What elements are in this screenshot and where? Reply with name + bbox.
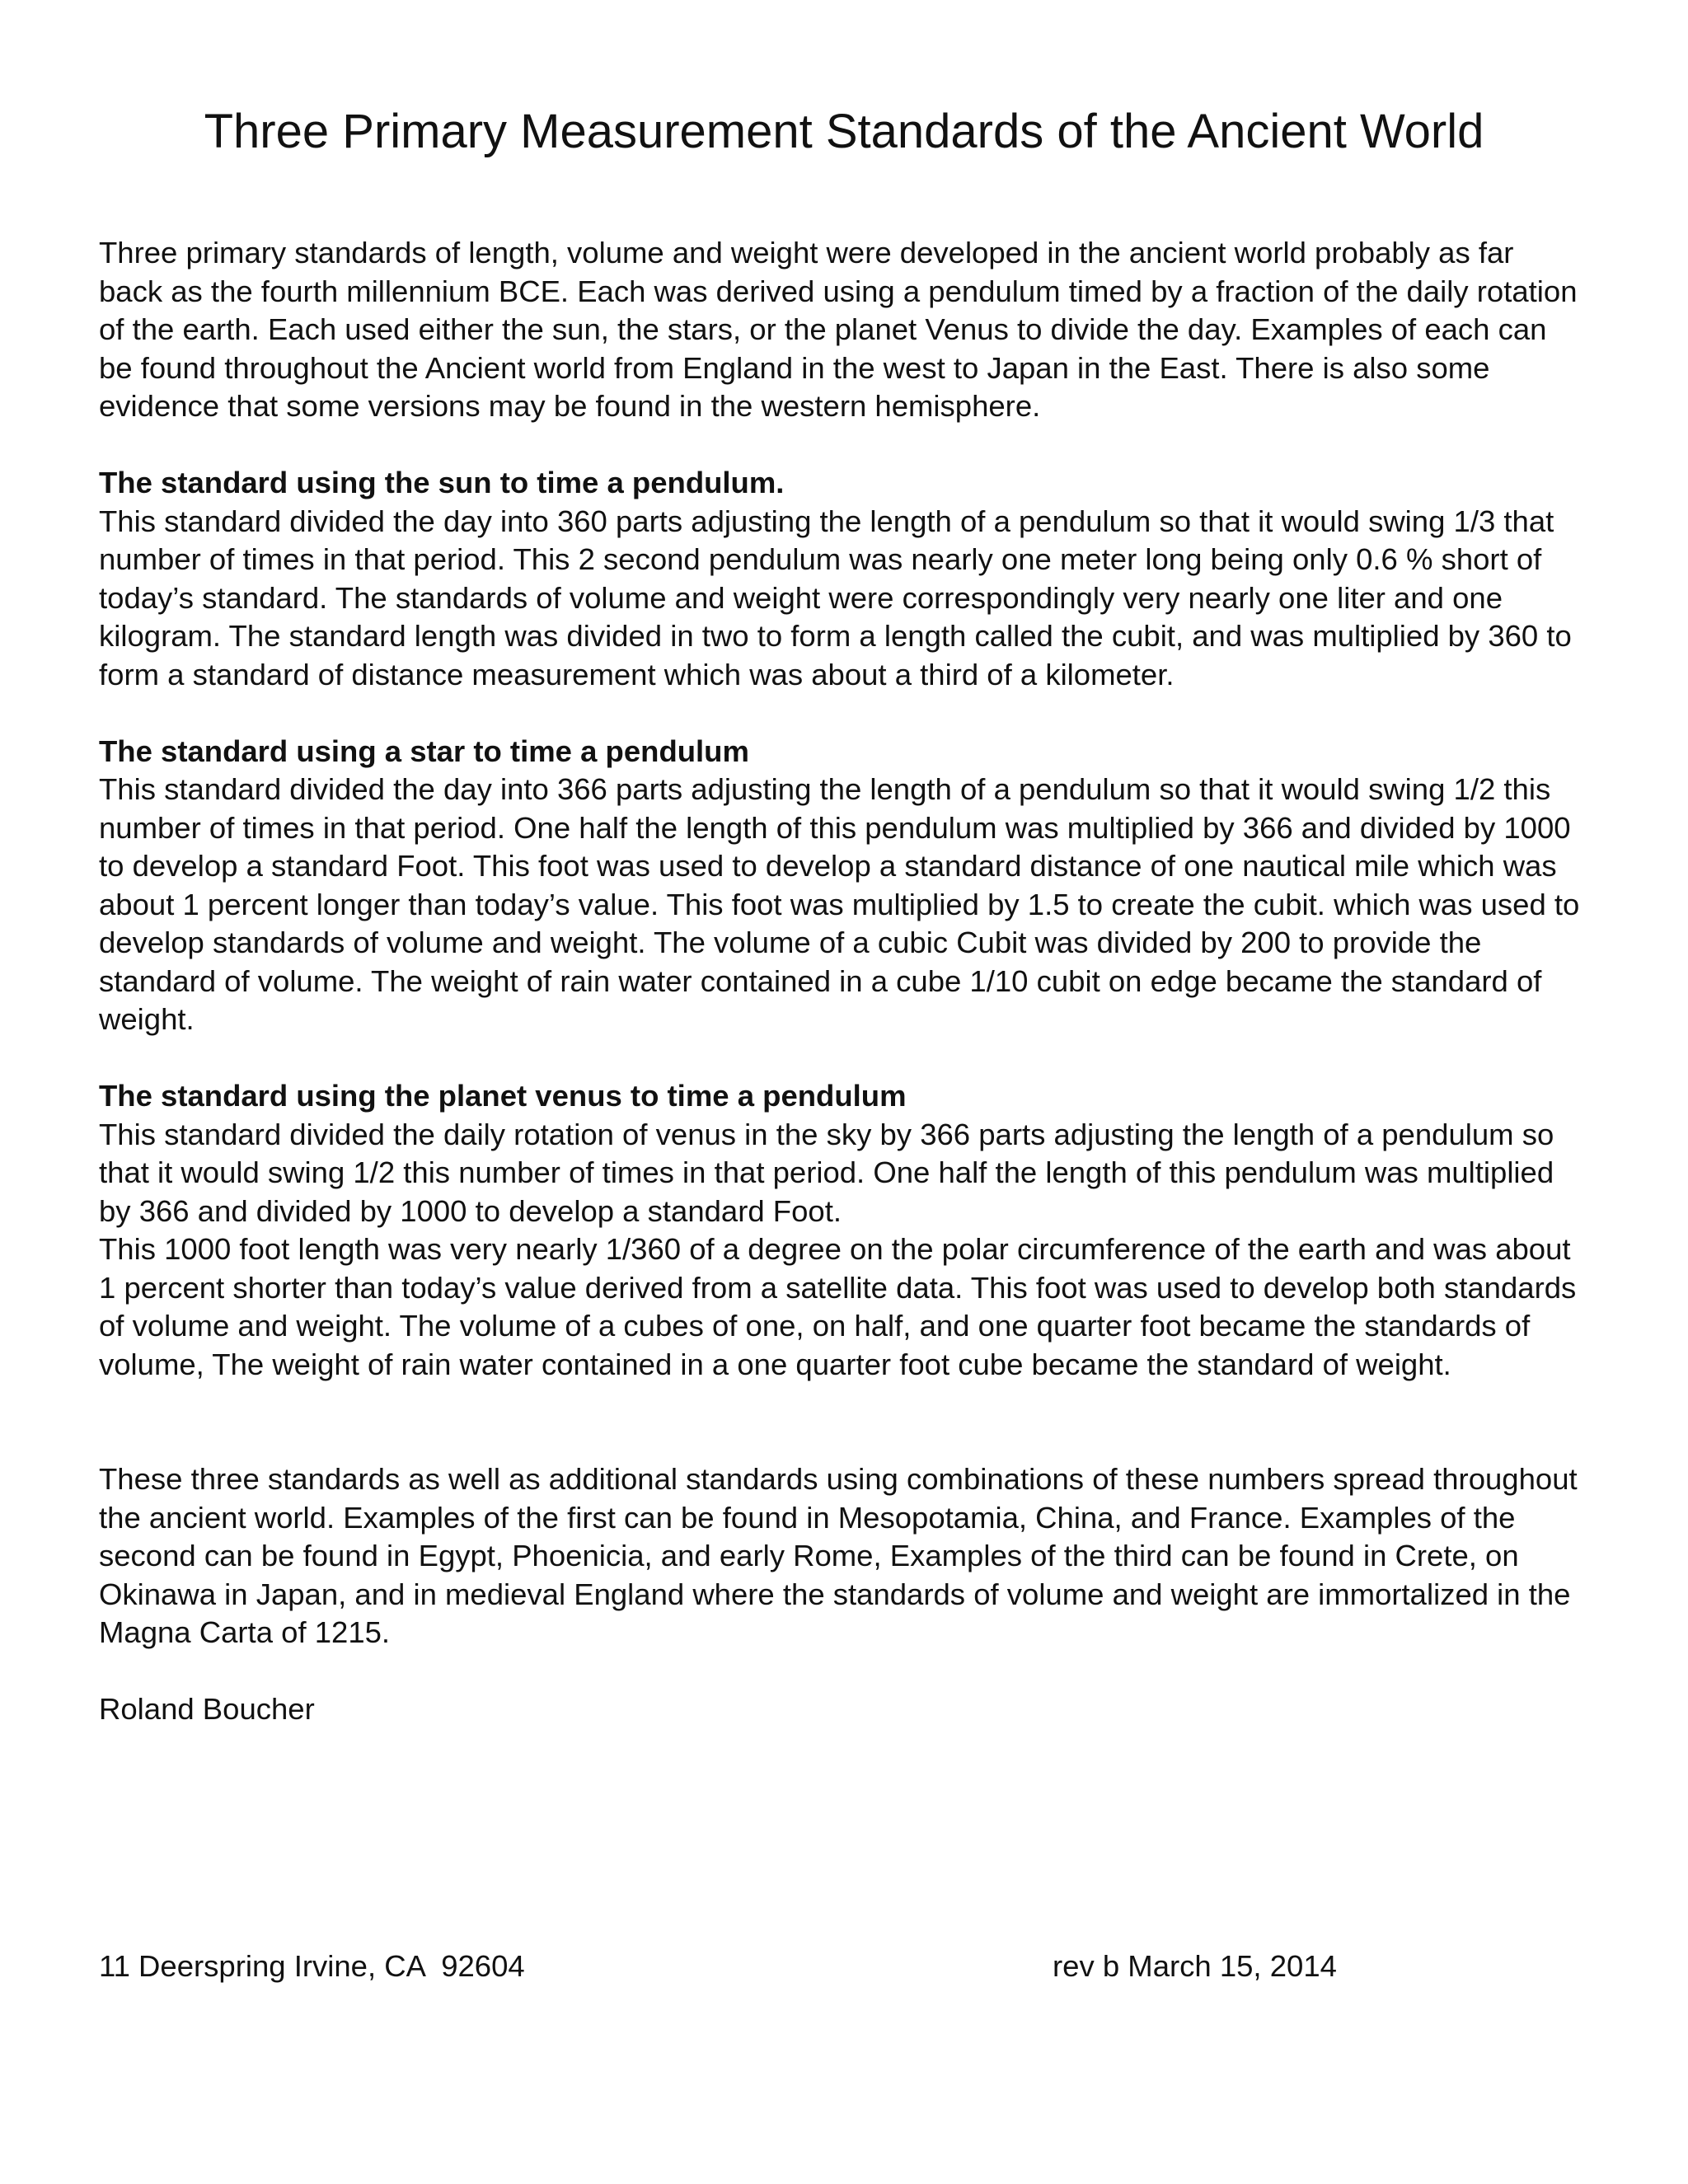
spacer — [99, 1384, 1582, 1460]
section-paragraph: This standard divided the daily rotation of venus in the sky by 366 parts adjusting the length of a pendulum so that it would swing 1/2 this number of times in that period. One half the length of this pendulum was multiplied by 366 and divided by 1000 to develop a standard Foot. — [99, 1117, 1554, 1228]
spacer — [99, 1652, 1582, 1691]
conclusion-paragraph: These three standards as well as additional standards using combinations of these numbers spread throughout the ancient world. Examples of the first can be found in Mesopotamia, China, and France. Examples of the second can be found in Egypt, Phoenicia, and early Rome, Examples of the third can be found in Crete, on Okinawa in Japan, and in medieval England where the standards of volume and weight are immortalized in the Magna Carta of 1215. — [99, 1462, 1578, 1649]
section-heading: The standard using the planet venus to time a pendulum — [99, 1079, 907, 1113]
section-venus-standard — [99, 1077, 1582, 1384]
section-paragraph: This standard divided the day into 366 parts adjusting the length of a pendulum so that it would swing 1/2 this number of times in that period. One half the length of this pendulum was multiplied by 366 and divided by 1000 to develop a standard Foot. This foot was used to develop a standard distance of one nautical mile which was about 1 percent longer than today’s value. This foot was multiplied by 1.5 to create the cubit. which was used to develop standards of volume and weight. The volume of a cubic Cubit was divided by 200 to provide the standard of volume. The weight of rain water contained in a cube 1/10 cubit on edge became the standard of weight. — [99, 772, 1580, 1036]
spacer — [99, 1039, 1582, 1078]
document-title: Three Primary Measurement Standards of the Ancient World — [204, 105, 1484, 158]
footer-address: 11 Deerspring Irvine, CA 92604 — [99, 1949, 525, 1983]
section-sun-standard — [99, 464, 1582, 694]
footer-revision-date: rev b March 15, 2014 — [1053, 1949, 1337, 1983]
section-paragraph: This standard divided the day into 360 parts adjusting the length of a pendulum so that it would swing 1/3 that number of times in that period. This 2 second pendulum was nearly one meter long being only 0.6 % short of today’s standard. The standards of volume and weight were correspondingly very nearly one liter and one kilogram. The standard length was divided in two to form a length called the cubit, and was multiplied by 360 to form a standard of distance measurement which was about a third of a kilometer. — [99, 504, 1572, 691]
spacer — [99, 426, 1582, 465]
spacer — [99, 694, 1582, 733]
intro-paragraph: Three primary standards of length, volume and weight were developed in the ancient world probably as far back as the fourth millennium BCE. Each was derived using a pendulum timed by a fraction of the daily rotation of the earth. Each used either the sun, the stars, or the planet Venus to divide the day. Examples of each can be found throughout the Ancient world from England in the west to Japan in the East. There is also some evidence that some versions may be found in the western hemisphere. — [99, 236, 1578, 423]
author-name: Roland Boucher — [99, 1692, 315, 1726]
section-paragraph: This 1000 foot length was very nearly 1/360 of a degree on the polar circumference of the earth and was about 1 percent shorter than today’s value derived from a satellite data. This foot was used to develop both standards of volume and weight. The volume of a cubes of one, on half, and one quarter foot became the standards of volume, The weight of rain water contained in a one quarter foot cube became the standard of weight. — [99, 1232, 1577, 1381]
section-heading: The standard using a star to time a pendulum — [99, 733, 749, 768]
document-body — [99, 234, 1582, 1729]
section-heading: The standard using the sun to time a pendulum. — [99, 466, 785, 499]
section-star-standard — [99, 733, 1582, 1039]
